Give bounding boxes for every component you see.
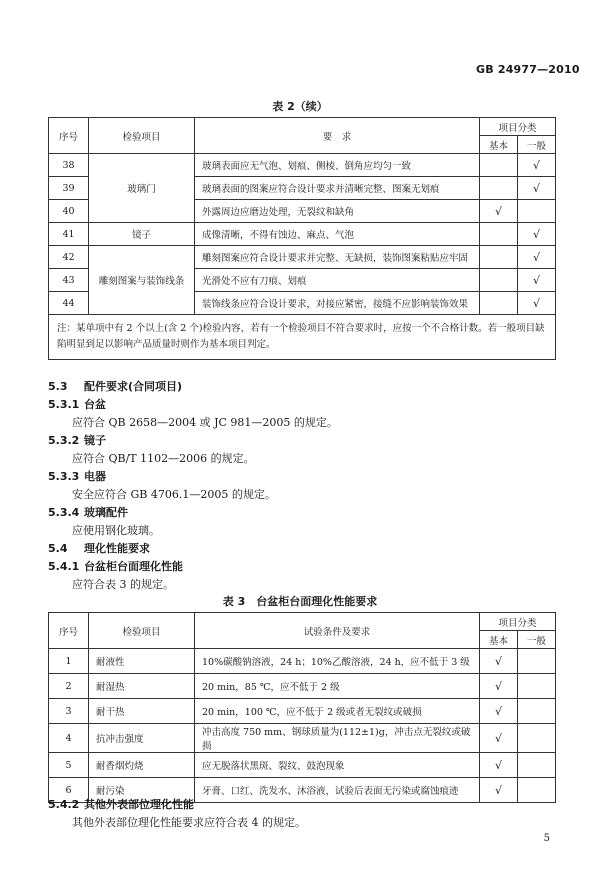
- check-mark: √: [518, 223, 556, 246]
- group-mirror: 镜子: [89, 223, 195, 246]
- table2: [48, 117, 556, 360]
- group-carving: 雕刻图案与装饰线条: [89, 246, 195, 315]
- check-mark: √: [480, 778, 518, 803]
- row-item: 耐液性: [89, 649, 195, 674]
- row-item: 耐污染: [89, 778, 195, 803]
- row-requirement: 成像清晰，不得有蚀边、麻点、气泡: [195, 223, 480, 246]
- col-req-header: 要 求: [195, 118, 480, 154]
- row-seq: 44: [49, 292, 89, 315]
- table-row: [49, 154, 556, 177]
- table2-caption: 表 2（续）: [272, 100, 328, 113]
- col-category-header: 项目分类: [480, 118, 556, 136]
- col-seq-header: 序号: [49, 118, 89, 154]
- row-seq: 3: [49, 699, 89, 724]
- table-row: [49, 753, 556, 778]
- row-seq: 43: [49, 269, 89, 292]
- row-requirement: 装饰线条应符合设计要求，对接应紧密，接缝不应影响装饰效果: [195, 292, 480, 315]
- check-mark: √: [518, 177, 556, 200]
- row-requirement: 20 min，85 ℃，应不低于 2 级: [195, 674, 480, 699]
- table3: [48, 612, 556, 803]
- table-row: [49, 724, 556, 753]
- section-5-3-3: 5.3.3 电器: [48, 470, 106, 483]
- page-number: 5: [543, 833, 550, 844]
- check-mark: √: [480, 649, 518, 674]
- row-requirement: 20 min，100 ℃，应不低于 2 级或者无裂纹或破损: [195, 699, 480, 724]
- section-5-3-2: 5.3.2 镜子: [48, 434, 106, 447]
- group-glass-door: 玻璃门: [89, 154, 195, 223]
- row-seq: 5: [49, 753, 89, 778]
- row-seq: 41: [49, 223, 89, 246]
- table-row: [49, 246, 556, 269]
- table3-caption: 表 3 台盆柜台面理化性能要求: [222, 595, 378, 608]
- check-mark: √: [518, 292, 556, 315]
- check-mark: √: [518, 269, 556, 292]
- col-seq-header: 序号: [49, 613, 89, 649]
- table-row: [49, 223, 556, 246]
- row-seq: 6: [49, 778, 89, 803]
- row-requirement: 雕刻图案应符合设计要求并完整、无缺损，装饰图案粘贴应牢固: [195, 246, 480, 269]
- col-general-header: 一般: [518, 136, 556, 154]
- section-5-4-2: 5.4.2 其他外表部位理化性能: [48, 798, 194, 811]
- check-mark: √: [480, 674, 518, 699]
- row-seq: 38: [49, 154, 89, 177]
- row-seq: 39: [49, 177, 89, 200]
- section-5-4: 5.4 理化性能要求: [48, 542, 150, 555]
- section-5-3-4-body: 应使用钢化玻璃。: [72, 524, 160, 537]
- row-item: 耐湿热: [89, 674, 195, 699]
- section-5-3: 5.3 配件要求(合同项目): [48, 380, 183, 393]
- row-requirement: 玻璃表面应无气泡、划痕、侧棱、倒角应均匀一致: [195, 154, 480, 177]
- section-5-3-4: 5.3.4 玻璃配件: [48, 506, 128, 519]
- check-mark: √: [480, 200, 518, 223]
- col-basic-header: 基本: [480, 136, 518, 154]
- row-requirement: 10%碳酸钠溶液，24 h；10%乙酸溶液，24 h，应不低于 3 级: [195, 649, 480, 674]
- row-requirement: 外露周边应磨边处理，无裂纹和缺角: [195, 200, 480, 223]
- col-category-header: 项目分类: [480, 613, 556, 631]
- row-requirement: 玻璃表面的图案应符合设计要求并清晰完整、图案无划痕: [195, 177, 480, 200]
- section-5-3-3-body: 安全应符合 GB 4706.1—2005 的规定。: [72, 488, 276, 501]
- section-5-4-2-body: 其他外表部位理化性能要求应符合表 4 的规定。: [72, 816, 306, 829]
- section-5-3-1-body: 应符合 QB 2658—2004 或 JC 981—2005 的规定。: [72, 416, 338, 429]
- col-general-header: 一般: [518, 631, 556, 649]
- col-basic-header: 基本: [480, 631, 518, 649]
- row-item: 抗冲击强度: [89, 724, 195, 753]
- standard-number: GB 24977—2010: [476, 63, 580, 76]
- section-5-3-2-body: 应符合 QB/T 1102—2006 的规定。: [72, 452, 255, 465]
- check-mark: √: [480, 724, 518, 753]
- row-seq: 4: [49, 724, 89, 753]
- row-seq: 40: [49, 200, 89, 223]
- section-5-4-1-body: 应符合表 3 的规定。: [72, 578, 174, 591]
- row-seq: 1: [49, 649, 89, 674]
- check-mark: √: [480, 753, 518, 778]
- section-5-3-1: 5.3.1 台盆: [48, 398, 106, 411]
- row-requirement: 应无脱落状黑斑、裂纹、鼓泡现象: [195, 753, 480, 778]
- section-5-4-1: 5.4.1 台盆柜台面理化性能: [48, 560, 183, 573]
- row-seq: 42: [49, 246, 89, 269]
- table2-note: 注：某单项中有 2 个以上(含 2 个)检验内容，若有一个检验项目不符合要求时，应按一个不合格计数。若一般项目缺陷明显到足以影响产品质量时则作为基本项目判定。: [49, 315, 556, 360]
- table-row: [49, 699, 556, 724]
- table-row: [49, 674, 556, 699]
- row-item: 耐香烟灼烧: [89, 753, 195, 778]
- row-requirement: 光滑处不应有刀痕、划痕: [195, 269, 480, 292]
- col-item-header: 检验项目: [89, 613, 195, 649]
- check-mark: √: [518, 246, 556, 269]
- check-mark: √: [480, 699, 518, 724]
- row-seq: 2: [49, 674, 89, 699]
- col-item-header: 检验项目: [89, 118, 195, 154]
- row-requirement: 冲击高度 750 mm、钢球质量为(112±1)g，冲击点无裂纹或破损: [195, 724, 480, 753]
- check-mark: √: [518, 154, 556, 177]
- col-req-header: 试验条件及要求: [195, 613, 480, 649]
- row-requirement: 牙膏、口红、洗发水、沐浴液，试验后表面无污染或腐蚀痕迹: [195, 778, 480, 803]
- table-row: [49, 649, 556, 674]
- row-item: 耐干热: [89, 699, 195, 724]
